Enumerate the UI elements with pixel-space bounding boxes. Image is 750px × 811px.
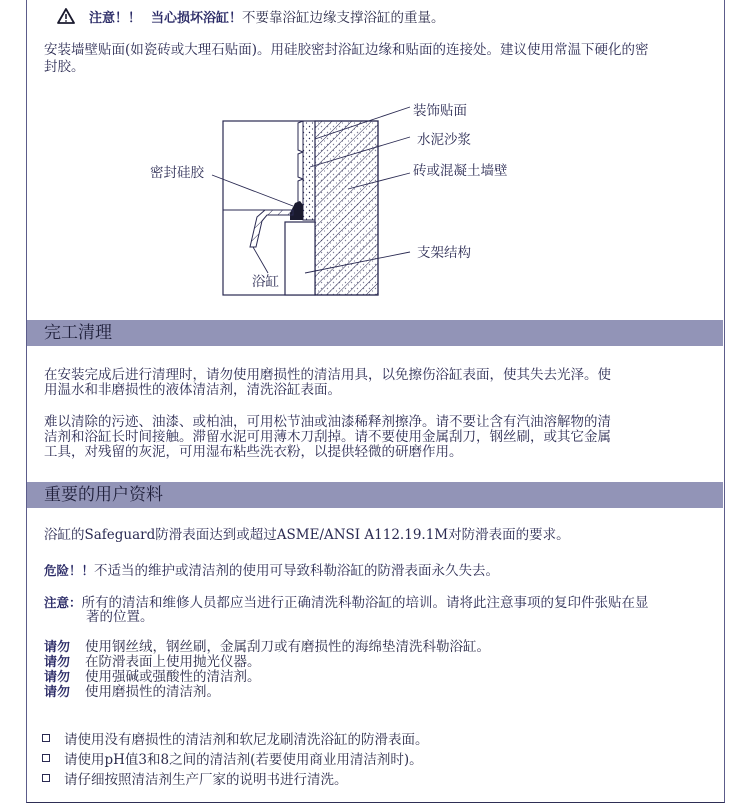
section-title-user-info: 重要的用户资料 [27,482,723,508]
installation-diagram [140,95,540,305]
dont-item [44,655,261,670]
compliance-text: 浴缸的Safeguard防滑表面达到或超过ASME/ANSI A112.19.1M对防滑表面的要求。 [44,527,570,543]
warning-label: 注意！！ [89,10,142,26]
caution-text: 所有的清洁和维修人员都应当进行正确清洗科勒浴缸的培训。请将此注意事项的复印件张贴在显 [81,595,649,611]
dont-text: 使用钢丝绒，钢丝刷，金属刮刀或有磨损性的海绵垫清洗科勒浴缸。 [85,639,490,655]
dont-item [44,685,220,700]
dont-label: 请勿 [44,670,71,685]
label-support: 支架结构 [417,245,471,261]
danger-line [44,562,499,580]
cleanup-p1-line2: 用温水和非磨损性的液体清洁剂，清洗浴缸表面。 [44,382,341,398]
label-wall: 砖或混凝土墙壁 [413,163,508,179]
caution-line-2: 著的位置。 [86,609,154,625]
warning-text: 不要靠浴缸边缘支撑浴缸的重量。 [242,10,445,26]
label-sealant: 密封硅胶 [150,165,204,181]
dont-item [44,640,490,655]
section-title-cleanup: 完工清理 [27,320,723,346]
bullet-text: 请仔细按照清洁剂生产厂家的说明书进行清洗。 [64,772,348,788]
label-bathtub: 浴缸 [252,274,279,290]
cleanup-p2-line3: 工具，对残留的灰泥，可用湿布粘些洗衣粉，以提供轻微的研磨作用。 [44,444,463,460]
danger-label: 危险！！ [44,563,95,578]
square-bullet-icon [42,774,50,782]
warning-line [57,6,445,26]
dont-text: 在防滑表面上使用抛光仪器。 [85,654,261,670]
dont-text: 使用强碱或强酸性的清洁剂。 [85,669,261,685]
cleanup-p1-line1: 在安装完成后进行清理时，请勿使用磨损性的清洁用具，以免擦伤浴缸表面，使其失去光泽。使 [44,367,611,383]
intro-line-2: 封胶。 [44,59,85,75]
dont-label: 请勿 [44,640,71,655]
bullet-text: 请使用pH值3和8之间的清洁剂(若要使用商业用清洁剂时)。 [64,752,423,768]
warning-triangle-icon [57,8,75,24]
bullet-item [42,768,348,788]
cleanup-p2-line1: 难以清除的污迹、油漆、或柏油，可用松节油或油漆稀释剂擦净。请不要让含有汽油溶解物的清 [44,414,611,430]
bullet-item [42,748,423,768]
label-veneer: 装饰贴面 [413,103,467,119]
dont-label: 请勿 [44,685,71,700]
intro-line-1: 安装墙壁贴面(如瓷砖或大理石贴面)。用硅胶密封浴缸边缘和贴面的连接处。建议使用常温下硬化的密 [44,42,649,58]
square-bullet-icon [42,754,50,762]
warning-emphasis: 当心损坏浴缸！ [151,10,243,26]
wall-section-drawing [140,95,540,305]
cleanup-p2-line2: 洁剂和浴缸长时间接触。滞留水泥可用薄木刀刮掉。请不要使用金属刮刀，钢丝刷，或其它金属 [44,429,611,445]
dont-item [44,670,261,685]
danger-text: 不适当的维护或清洁剂的使用可导致科勒浴缸的防滑表面永久失去。 [94,563,500,579]
dont-label: 请勿 [44,655,71,670]
label-mortar: 水泥沙浆 [417,132,471,148]
dont-text: 使用磨损性的清洁剂。 [85,684,220,700]
bullet-item [42,728,429,748]
square-bullet-icon [42,734,50,742]
caution-label: 注意： [44,595,82,610]
bullet-text: 请使用没有磨损性的清洁剂和软尼龙刷清洗浴缸的防滑表面。 [64,732,429,748]
